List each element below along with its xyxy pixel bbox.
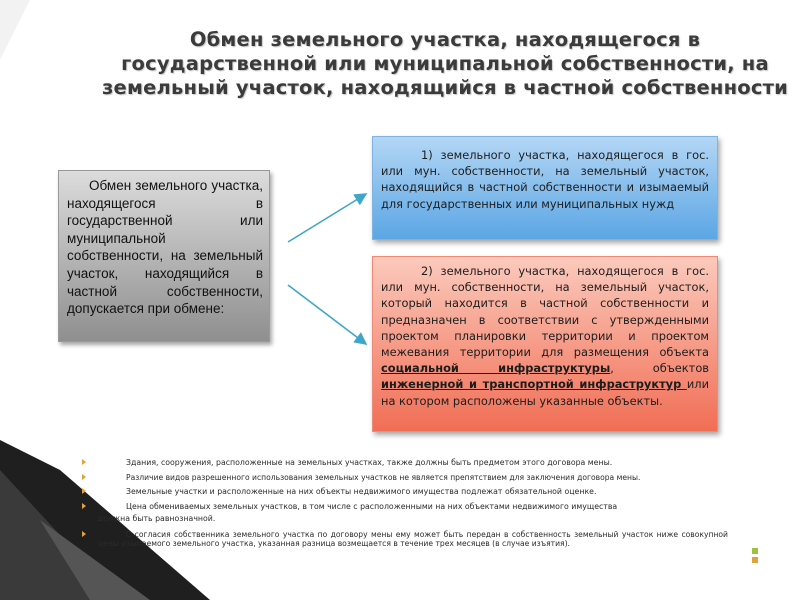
slide-title: Обмен земельного участка, находящегося в государственной или муниципальной собственности, на земельный участок, находящийся в частной собственности [102, 28, 788, 99]
bullet-item: Различие видов разрешенного использования земельных участков не является препятствием для заключения договора мены. [88, 473, 728, 482]
bullet-arrow-icon [82, 503, 86, 509]
option-1-box: 1) земельного участка, находящегося в гос. или мун. собственности, на земельный участок, находящийся в частной собственности и изымаемый для государственных или муниципальных нужд [372, 136, 718, 240]
bullet-arrow-icon [82, 459, 86, 465]
arrow-to-option2 [288, 285, 366, 344]
bullet-item: Цена обмениваемых земельных участков, в том числе с расположенными на них объектами недвижимого имущества [88, 502, 728, 512]
social-infrastructure-link: социальной инфраструктуры [381, 361, 611, 376]
main-statement-box: Обмен земельного участка, находящегося в государственной или муниципальной собственности, на земельный участок, находящийся в частной собственности, допускается при обмене: [58, 170, 270, 342]
option-2-box [372, 256, 718, 432]
option-2-text-mid: , объектов [610, 361, 709, 376]
arrow-to-option1 [288, 194, 366, 242]
bullet-list [88, 458, 728, 554]
engineering-infrastructure-link: инженерной и транспортной инфраструктур [381, 377, 687, 392]
bullet-item: С согласия собственника земельного участка по договору мены ему может быть передан в собственность земельный участок ниже совокупной цены изымаемого земельного участка, указанная разница возмещается в течение трех месяцев (в случае изъятия). [88, 530, 728, 548]
bullet-arrow-icon [82, 531, 86, 537]
decorative-square-icon [752, 548, 758, 554]
decorative-square-icon [752, 557, 758, 563]
option-2-text-end: или на котором расположены указанные объекты. [381, 377, 709, 408]
option-2-text: 2) земельного участка, находящегося в гос. или мун. собственности, на земельный участок, который находится в частной собственности и предназначен в соответствии с утвержденными проектом планировки территории и проектом межевания территории для размещения объекта [381, 264, 709, 360]
bullet-item: Земельные участки и расположенные на них объекты недвижимого имущества подлежат обязательной оценке. [88, 487, 728, 497]
bullet-arrow-icon [82, 474, 86, 480]
bullet-item-continuation: должна быть равнозначной. [98, 514, 216, 524]
bullet-arrow-icon [82, 488, 86, 494]
bullet-item: Здания, сооружения, расположенные на земельных участках, также должны быть предметом этого договора мены. [88, 458, 728, 468]
